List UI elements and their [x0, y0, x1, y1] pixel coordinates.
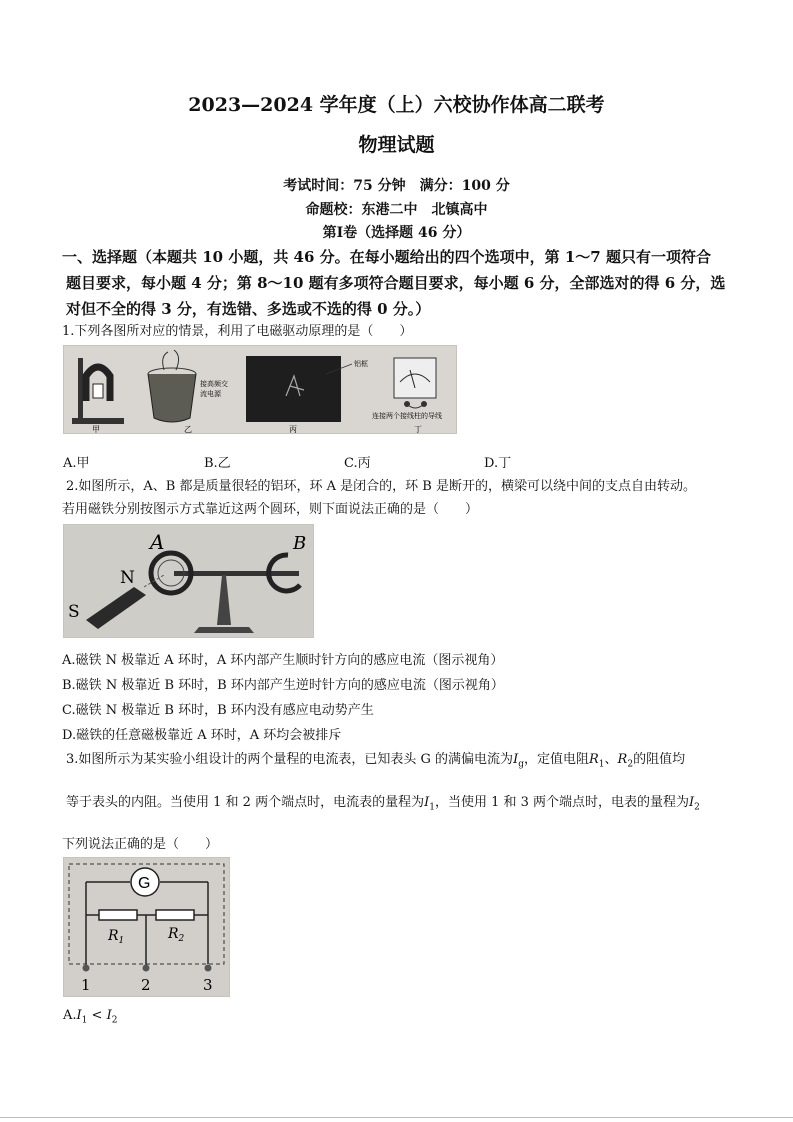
bar-magnet — [86, 587, 146, 629]
section-instructions — [62, 244, 742, 322]
yi-wires — [163, 350, 179, 370]
q3-option-a-prefix: A. — [63, 1008, 77, 1023]
label-s-pole: S — [68, 602, 80, 622]
exam-title: 2023—2024 学年度（上）六校协作体高二联考 — [188, 94, 605, 116]
q3-option-a-i1-sub: 1 — [81, 1015, 88, 1026]
q2-option-c[interactable]: C.磁铁 N 极靠近 B 环时，B 环内没有感应电动势产生 — [62, 703, 374, 718]
section-line-3: 对但不全的得 3 分，有选错、多选或不选的得 0 分。） — [66, 300, 431, 318]
q2-option-a[interactable]: A.磁铁 N 极靠近 A 环时，A 环内部产生顺时针方向的感应电流（图示视角） — [62, 653, 504, 668]
label-r2-letter: R — [168, 926, 179, 942]
r1-subscript: 1 — [598, 759, 605, 770]
r2-symbol: R — [617, 752, 628, 767]
q3-stem-2b: ，当使用 1 和 3 两个端点时，电表的量程为 — [434, 795, 690, 810]
label-bing: 丙 — [289, 425, 297, 433]
q1-option-a[interactable]: A.甲 — [63, 456, 90, 471]
label-r1-letter: R — [108, 928, 119, 944]
terminal-3 — [205, 965, 212, 972]
label-r2 — [167, 926, 185, 944]
q3-stem-1-text: 3.如图所示为某实验小组设计的两个量程的电流表，已知表头 G 的满偏电流为 — [66, 752, 514, 767]
q3-circuit-figure — [63, 857, 230, 997]
stand-post — [217, 575, 231, 625]
label-ring-a: A — [150, 530, 165, 554]
label-r2-sub: 2 — [178, 934, 185, 944]
label-n-pole: N — [120, 568, 135, 588]
jia-frame — [93, 384, 103, 398]
jia-post — [78, 358, 83, 420]
q1-figure — [63, 345, 457, 434]
yi-note-2: 流电源 — [200, 390, 221, 398]
ding-note: 连接两个接线柱的导线 — [372, 412, 442, 420]
q1-option-d[interactable]: D.丁 — [484, 456, 512, 471]
terminal-1 — [83, 965, 90, 972]
section-line-1: 一、选择题（本题共 10 小题，共 46 分。在每小题给出的四个选项中，第 1～7 题只有一项符合 — [62, 248, 711, 266]
resistor-r2 — [156, 910, 194, 920]
exam-time: 考试时间：75 分钟 满分：100 分 — [283, 178, 510, 194]
bing-note: 铝框 — [354, 360, 368, 368]
ding-meter — [394, 358, 436, 398]
i1-subscript: 1 — [429, 802, 435, 813]
r2-subscript: 2 — [627, 759, 634, 770]
q3-stem-1b: ，定值电阻 — [523, 752, 589, 767]
q2-stem-2: 若用磁铁分别按图示方式靠近这两个圆环，则下面说法正确的是（ ） — [62, 502, 479, 517]
q2-stem-1: 2.如图所示，A、B 都是质量很轻的铝环，环 A 是闭合的，环 B 是断开的，横梁可以绕中间的支点自由转动。 — [66, 479, 696, 494]
terminal-2 — [143, 965, 150, 972]
yi-note: 接高频交 — [200, 380, 228, 388]
q3-option-a-i2: I — [106, 1008, 112, 1023]
q3-option-a[interactable] — [63, 1008, 117, 1026]
q3-option-a-lt: < — [87, 1008, 107, 1023]
q2-option-d[interactable]: D.磁铁的任意磁极靠近 A 环时，A 环均会被排斥 — [62, 728, 342, 743]
q3-stem-3: 下列说法正确的是（ ） — [62, 837, 219, 852]
ig-symbol: I — [513, 752, 519, 767]
ig-subscript: g — [518, 759, 524, 770]
q3-stem-1c: 的阻值均 — [633, 752, 686, 767]
q2-option-b[interactable]: B.磁铁 N 极靠近 B 环时，B 环内部产生逆时针方向的感应电流（图示视角） — [62, 678, 504, 693]
page-bottom-rule — [0, 1117, 793, 1118]
label-jia: 甲 — [92, 425, 100, 433]
q3-separator: 、 — [604, 752, 618, 767]
i2-symbol: I — [689, 795, 695, 810]
q3-stem-2-text: 等于表头的内阻。当使用 1 和 2 两个端点时，电流表的量程为 — [66, 795, 425, 810]
section-line-2: 题目要求，每小题 4 分；第 8～10 题有多项符合题目要求，每小题 6 分，全部选对的得 6 分，选 — [66, 274, 726, 292]
q3-stem-1 — [66, 750, 756, 775]
label-g: G — [138, 875, 151, 892]
q3-stem-2 — [66, 793, 756, 818]
q3-option-a-i1: I — [76, 1008, 82, 1023]
label-terminal-3: 3 — [203, 976, 213, 994]
r1-symbol: R — [588, 752, 599, 767]
i2-subscript: 2 — [694, 802, 700, 813]
label-yi: 乙 — [184, 425, 192, 433]
label-ding: 丁 — [414, 425, 422, 433]
subject-title: 物理试题 — [358, 134, 435, 156]
q3-option-a-i2-sub: 2 — [111, 1015, 118, 1026]
q1-option-b[interactable]: B.乙 — [204, 456, 231, 471]
q3-circuit-svg — [64, 858, 229, 996]
schools: 命题校：东港二中 北镇高中 — [305, 202, 488, 218]
stand-base — [194, 627, 254, 633]
volume-heading: 第Ⅰ卷（选择题 46 分） — [322, 225, 471, 241]
label-r1-sub: 1 — [118, 936, 125, 946]
q2-figure-svg — [64, 525, 313, 637]
bing-photo — [246, 356, 341, 422]
yi-coil — [148, 374, 196, 422]
i1-symbol: I — [424, 795, 430, 810]
label-terminal-2: 2 — [141, 976, 151, 994]
label-terminal-1: 1 — [81, 976, 91, 994]
q1-option-c[interactable]: C.丙 — [344, 456, 371, 471]
label-ring-b: B — [293, 533, 307, 554]
label-r1 — [107, 928, 124, 946]
q2-figure — [63, 524, 314, 638]
q1-stem: 1.下列各图所对应的情景，利用了电磁驱动原理的是（ ） — [62, 324, 413, 339]
resistor-r1 — [99, 910, 137, 920]
q1-figure-svg — [64, 346, 456, 433]
